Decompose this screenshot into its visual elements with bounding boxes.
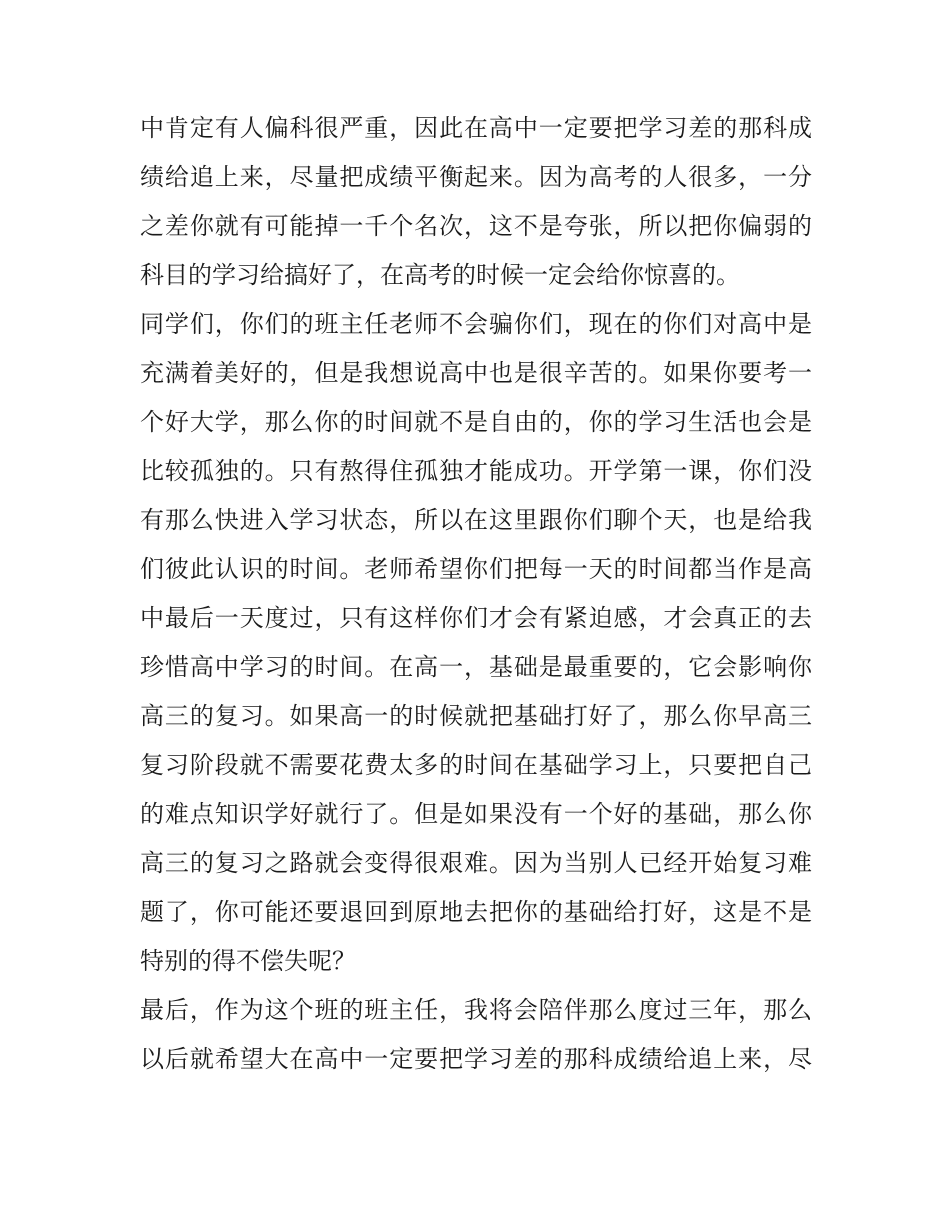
text-line: 珍惜高中学习的时间。在高一，基础是最重要的，它会影响你 [140, 653, 812, 681]
text-line: 绩给追上来，尽量把成绩平衡起来。因为高考的人很多，一分 [140, 163, 812, 191]
text-line: 们彼此认识的时间。老师希望你们把每一天的时间都当作是高 [140, 555, 812, 583]
text-line: 中最后一天度过，只有这样你们才会有紧迫感，才会真正的去 [140, 604, 812, 632]
text-line: 以后就希望大在高中一定要把学习差的那科成绩给追上来，尽 [140, 1045, 812, 1073]
text-line: 特别的得不偿失呢？ [140, 947, 356, 975]
text-line: 中肯定有人偏科很严重，因此在高中一定要把学习差的那科成 [140, 114, 812, 142]
text-line: 充满着美好的，但是我想说高中也是很辛苦的。如果你要考一 [140, 359, 812, 387]
text-line: 的难点知识学好就行了。但是如果没有一个好的基础，那么你 [140, 800, 812, 828]
text-line: 之差你就有可能掉一千个名次，这不是夸张，所以把你偏弱的 [140, 212, 812, 240]
text-line: 科目的学习给搞好了，在高考的时候一定会给你惊喜的。 [140, 261, 740, 289]
paragraph-1 [140, 104, 812, 300]
document-body [140, 104, 812, 1084]
text-line: 有那么快进入学习状态，所以在这里跟你们聊个天，也是给我 [140, 506, 812, 534]
text-line: 同学们，你们的班主任老师不会骗你们，现在的你们对高中是 [140, 310, 812, 338]
paragraph-2 [140, 300, 812, 986]
text-line: 高三的复习之路就会变得很艰难。因为当别人已经开始复习难 [140, 849, 812, 877]
text-line: 复习阶段就不需要花费太多的时间在基础学习上，只要把自己 [140, 751, 812, 779]
text-line: 高三的复习。如果高一的时候就把基础打好了，那么你早高三 [140, 702, 812, 730]
text-line: 题了，你可能还要退回到原地去把你的基础给打好，这是不是 [140, 898, 812, 926]
text-line: 最后，作为这个班的班主任，我将会陪伴那么度过三年，那么 [140, 996, 812, 1024]
paragraph-3 [140, 986, 812, 1084]
text-line: 个好大学，那么你的时间就不是自由的，你的学习生活也会是 [140, 408, 812, 436]
text-line: 比较孤独的。只有熬得住孤独才能成功。开学第一课，你们没 [140, 457, 812, 485]
